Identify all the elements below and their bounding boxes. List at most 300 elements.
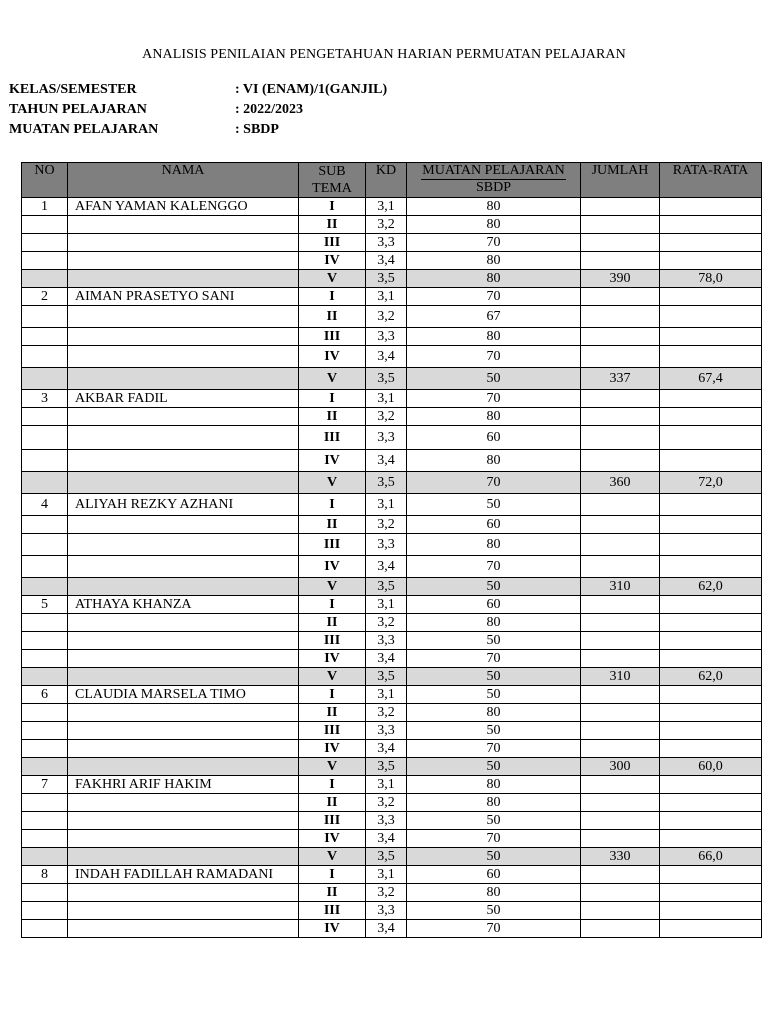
cell-rata: [660, 494, 762, 516]
cell-jumlah: [581, 346, 660, 368]
cell-jumlah: [581, 740, 660, 758]
cell-kd: 3,5: [366, 848, 407, 866]
cell-rata: [660, 234, 762, 252]
table-row-total: [22, 578, 762, 596]
cell-nama: FAKHRI ARIF HAKIM: [68, 776, 299, 794]
cell-jumlah: 300: [581, 758, 660, 776]
cell-no: [22, 472, 68, 494]
cell-sub-tema: IV: [299, 650, 366, 668]
cell-rata: [660, 306, 762, 328]
cell-rata: [660, 704, 762, 722]
cell-sub-tema: II: [299, 306, 366, 328]
cell-rata: 78,0: [660, 270, 762, 288]
cell-rata: [660, 650, 762, 668]
header-nama: NAMA: [68, 163, 299, 198]
cell-jumlah: [581, 408, 660, 426]
cell-no: [22, 252, 68, 270]
cell-nama: AIMAN PRASETYO SANI: [68, 288, 299, 306]
cell-no: [22, 920, 68, 938]
cell-sub-tema: III: [299, 902, 366, 920]
cell-sub-tema: IV: [299, 740, 366, 758]
cell-jumlah: [581, 216, 660, 234]
cell-nama: [68, 368, 299, 390]
cell-sub-tema: V: [299, 848, 366, 866]
cell-kd: 3,2: [366, 408, 407, 426]
cell-kd: 3,4: [366, 740, 407, 758]
cell-sub-tema: V: [299, 578, 366, 596]
cell-nama: [68, 740, 299, 758]
cell-kd: 3,4: [366, 556, 407, 578]
cell-rata: [660, 534, 762, 556]
cell-kd: 3,2: [366, 794, 407, 812]
cell-kd: 3,3: [366, 328, 407, 346]
cell-nilai: 50: [407, 494, 581, 516]
table-row: [22, 902, 762, 920]
cell-kd: 3,4: [366, 650, 407, 668]
cell-nilai: 70: [407, 346, 581, 368]
cell-nilai: 80: [407, 794, 581, 812]
cell-jumlah: [581, 884, 660, 902]
cell-no: 5: [22, 596, 68, 614]
cell-rata: [660, 516, 762, 534]
cell-jumlah: [581, 614, 660, 632]
cell-no: 2: [22, 288, 68, 306]
cell-jumlah: [581, 252, 660, 270]
cell-sub-tema: I: [299, 288, 366, 306]
cell-kd: 3,3: [366, 426, 407, 450]
cell-kd: 3,1: [366, 866, 407, 884]
cell-jumlah: [581, 288, 660, 306]
cell-nama: AKBAR FADIL: [68, 390, 299, 408]
cell-no: [22, 578, 68, 596]
cell-jumlah: [581, 494, 660, 516]
cell-kd: 3,1: [366, 776, 407, 794]
cell-kd: 3,5: [366, 368, 407, 390]
cell-nama: [68, 556, 299, 578]
cell-jumlah: [581, 328, 660, 346]
cell-jumlah: [581, 450, 660, 472]
cell-jumlah: [581, 556, 660, 578]
cell-sub-tema: III: [299, 534, 366, 556]
cell-sub-tema: I: [299, 596, 366, 614]
table-row: [22, 866, 762, 884]
cell-nilai: 70: [407, 740, 581, 758]
cell-nama: [68, 270, 299, 288]
cell-rata: [660, 216, 762, 234]
cell-kd: 3,3: [366, 722, 407, 740]
cell-no: [22, 450, 68, 472]
table-row: [22, 884, 762, 902]
table-row: [22, 704, 762, 722]
cell-sub-tema: IV: [299, 252, 366, 270]
table-row: [22, 722, 762, 740]
header-muatan-label: MUATAN PELAJARAN: [422, 163, 565, 178]
cell-jumlah: [581, 596, 660, 614]
cell-nama: AFAN YAMAN KALENGGO: [68, 198, 299, 216]
cell-nama: INDAH FADILLAH RAMADANI: [68, 866, 299, 884]
cell-no: [22, 632, 68, 650]
table-row: [22, 198, 762, 216]
cell-jumlah: [581, 198, 660, 216]
cell-no: [22, 740, 68, 758]
table-row: [22, 556, 762, 578]
cell-sub-tema: II: [299, 794, 366, 812]
cell-nama: [68, 812, 299, 830]
cell-jumlah: [581, 866, 660, 884]
cell-nama: [68, 216, 299, 234]
header-sub-tema: [299, 163, 366, 198]
cell-rata: [660, 614, 762, 632]
cell-nama: [68, 328, 299, 346]
cell-rata: 66,0: [660, 848, 762, 866]
cell-sub-tema: I: [299, 198, 366, 216]
cell-kd: 3,5: [366, 578, 407, 596]
cell-sub-tema: I: [299, 494, 366, 516]
cell-no: [22, 704, 68, 722]
cell-kd: 3,3: [366, 234, 407, 252]
cell-sub-tema: V: [299, 668, 366, 686]
header-rata: RATA-RATA: [660, 163, 762, 198]
table-row: [22, 776, 762, 794]
cell-nilai: 80: [407, 252, 581, 270]
cell-sub-tema: I: [299, 866, 366, 884]
table-row: [22, 534, 762, 556]
cell-sub-tema: III: [299, 632, 366, 650]
cell-nama: [68, 758, 299, 776]
cell-no: [22, 306, 68, 328]
cell-nama: [68, 632, 299, 650]
cell-jumlah: 330: [581, 848, 660, 866]
cell-kd: 3,1: [366, 596, 407, 614]
cell-rata: [660, 686, 762, 704]
cell-rata: [660, 884, 762, 902]
cell-rata: [660, 902, 762, 920]
cell-no: 6: [22, 686, 68, 704]
table-row-total: [22, 668, 762, 686]
cell-nilai: 80: [407, 704, 581, 722]
cell-nama: ATHAYA KHANZA: [68, 596, 299, 614]
cell-sub-tema: II: [299, 408, 366, 426]
cell-rata: [660, 346, 762, 368]
cell-nilai: 70: [407, 288, 581, 306]
cell-kd: 3,3: [366, 812, 407, 830]
cell-sub-tema: II: [299, 704, 366, 722]
cell-no: [22, 902, 68, 920]
cell-jumlah: [581, 776, 660, 794]
cell-rata: [660, 830, 762, 848]
cell-sub-tema: V: [299, 472, 366, 494]
cell-nama: [68, 426, 299, 450]
cell-nilai: 80: [407, 614, 581, 632]
cell-rata: [660, 866, 762, 884]
cell-rata: 62,0: [660, 578, 762, 596]
cell-jumlah: [581, 686, 660, 704]
cell-nama: [68, 408, 299, 426]
cell-sub-tema: III: [299, 812, 366, 830]
cell-nilai: 80: [407, 198, 581, 216]
cell-nilai: 80: [407, 776, 581, 794]
cell-sub-tema: V: [299, 368, 366, 390]
cell-nilai: 80: [407, 408, 581, 426]
cell-kd: 3,2: [366, 216, 407, 234]
cell-sub-tema: III: [299, 234, 366, 252]
cell-no: 3: [22, 390, 68, 408]
cell-kd: 3,4: [366, 830, 407, 848]
cell-sub-tema: II: [299, 516, 366, 534]
info-value: : VI (ENAM)/1(GANJIL): [235, 82, 388, 97]
cell-nilai: 80: [407, 450, 581, 472]
cell-jumlah: [581, 902, 660, 920]
cell-no: [22, 216, 68, 234]
cell-nama: [68, 614, 299, 632]
info-label: KELAS/SEMESTER: [9, 82, 137, 97]
cell-nama: [68, 450, 299, 472]
cell-rata: 62,0: [660, 668, 762, 686]
cell-rata: [660, 920, 762, 938]
table-row: [22, 794, 762, 812]
table-header-row: [22, 163, 762, 181]
table-row: [22, 216, 762, 234]
header-jumlah: JUMLAH: [581, 163, 660, 198]
cell-nama: [68, 668, 299, 686]
cell-sub-tema: II: [299, 614, 366, 632]
cell-nama: [68, 884, 299, 902]
table-row: [22, 306, 762, 328]
cell-nama: [68, 704, 299, 722]
cell-jumlah: 337: [581, 368, 660, 390]
info-row-muatan: [9, 120, 387, 140]
cell-no: [22, 794, 68, 812]
cell-no: [22, 426, 68, 450]
cell-jumlah: [581, 632, 660, 650]
cell-kd: 3,1: [366, 198, 407, 216]
table-row-total: [22, 270, 762, 288]
cell-nilai: 60: [407, 596, 581, 614]
cell-nilai: 80: [407, 884, 581, 902]
cell-nilai: 50: [407, 632, 581, 650]
table-row: [22, 252, 762, 270]
cell-kd: 3,4: [366, 346, 407, 368]
cell-nama: [68, 650, 299, 668]
cell-nama: [68, 306, 299, 328]
table-row-total: [22, 472, 762, 494]
cell-rata: [660, 776, 762, 794]
cell-no: [22, 830, 68, 848]
info-label: MUATAN PELAJARAN: [9, 122, 159, 137]
cell-nilai: 70: [407, 234, 581, 252]
cell-nilai: 50: [407, 848, 581, 866]
table-row: [22, 740, 762, 758]
table-row: [22, 390, 762, 408]
cell-rata: [660, 722, 762, 740]
cell-nama: [68, 472, 299, 494]
cell-no: 7: [22, 776, 68, 794]
cell-nilai: 50: [407, 368, 581, 390]
cell-nama: [68, 902, 299, 920]
cell-nama: [68, 252, 299, 270]
cell-no: 4: [22, 494, 68, 516]
cell-kd: 3,5: [366, 472, 407, 494]
info-row-kelas: [9, 80, 387, 100]
cell-jumlah: [581, 516, 660, 534]
cell-nama: [68, 578, 299, 596]
cell-no: [22, 668, 68, 686]
cell-jumlah: 390: [581, 270, 660, 288]
cell-kd: 3,4: [366, 252, 407, 270]
table-row: [22, 450, 762, 472]
cell-nilai: 80: [407, 270, 581, 288]
cell-nama: [68, 722, 299, 740]
cell-jumlah: [581, 794, 660, 812]
cell-kd: 3,1: [366, 390, 407, 408]
cell-no: [22, 328, 68, 346]
cell-no: [22, 408, 68, 426]
cell-jumlah: [581, 234, 660, 252]
cell-no: [22, 812, 68, 830]
table-row: [22, 516, 762, 534]
cell-jumlah: 310: [581, 668, 660, 686]
cell-kd: 3,2: [366, 516, 407, 534]
cell-kd: 3,1: [366, 494, 407, 516]
cell-nilai: 67: [407, 306, 581, 328]
cell-jumlah: [581, 722, 660, 740]
cell-sub-tema: III: [299, 722, 366, 740]
cell-kd: 3,1: [366, 288, 407, 306]
cell-nilai: 70: [407, 920, 581, 938]
table-row: [22, 426, 762, 450]
header-sbdp: SBDP: [407, 180, 581, 198]
cell-jumlah: 310: [581, 578, 660, 596]
cell-nama: CLAUDIA MARSELA TIMO: [68, 686, 299, 704]
cell-jumlah: 360: [581, 472, 660, 494]
cell-rata: [660, 390, 762, 408]
cell-jumlah: [581, 426, 660, 450]
cell-rata: [660, 328, 762, 346]
cell-no: [22, 534, 68, 556]
cell-no: [22, 270, 68, 288]
cell-jumlah: [581, 306, 660, 328]
cell-rata: [660, 556, 762, 578]
cell-nilai: 50: [407, 758, 581, 776]
cell-nilai: 70: [407, 472, 581, 494]
cell-nama: [68, 534, 299, 556]
table-body: [22, 198, 762, 938]
cell-kd: 3,3: [366, 534, 407, 556]
cell-sub-tema: II: [299, 884, 366, 902]
cell-rata: [660, 596, 762, 614]
cell-kd: 3,2: [366, 306, 407, 328]
cell-jumlah: [581, 390, 660, 408]
cell-no: [22, 556, 68, 578]
cell-nilai: 60: [407, 426, 581, 450]
cell-no: [22, 884, 68, 902]
cell-kd: 3,2: [366, 884, 407, 902]
table-row: [22, 812, 762, 830]
table-row: [22, 614, 762, 632]
cell-rata: [660, 632, 762, 650]
cell-kd: 3,2: [366, 704, 407, 722]
table-row: [22, 650, 762, 668]
cell-sub-tema: V: [299, 758, 366, 776]
cell-rata: 60,0: [660, 758, 762, 776]
cell-nama: [68, 234, 299, 252]
cell-nilai: 50: [407, 722, 581, 740]
cell-no: [22, 516, 68, 534]
cell-nama: [68, 794, 299, 812]
cell-nama: [68, 830, 299, 848]
cell-kd: 3,1: [366, 686, 407, 704]
cell-kd: 3,3: [366, 902, 407, 920]
cell-nilai: 50: [407, 668, 581, 686]
cell-no: [22, 650, 68, 668]
table-row-total: [22, 848, 762, 866]
cell-sub-tema: V: [299, 270, 366, 288]
cell-nilai: 70: [407, 830, 581, 848]
cell-nilai: 60: [407, 866, 581, 884]
table-row: [22, 346, 762, 368]
table-row: [22, 632, 762, 650]
cell-no: [22, 848, 68, 866]
cell-jumlah: [581, 812, 660, 830]
cell-jumlah: [581, 534, 660, 556]
cell-kd: 3,5: [366, 758, 407, 776]
cell-no: 8: [22, 866, 68, 884]
page-title: ANALISIS PENILAIAN PENGETAHUAN HARIAN PERMUATAN PELAJARAN: [142, 47, 626, 62]
cell-rata: [660, 740, 762, 758]
cell-no: [22, 346, 68, 368]
cell-rata: [660, 252, 762, 270]
cell-kd: 3,4: [366, 450, 407, 472]
table-row-total: [22, 758, 762, 776]
cell-rata: [660, 450, 762, 472]
info-label: TAHUN PELAJARAN: [9, 102, 147, 117]
cell-rata: [660, 794, 762, 812]
cell-nilai: 70: [407, 390, 581, 408]
cell-sub-tema: I: [299, 686, 366, 704]
table-row: [22, 408, 762, 426]
info-row-tahun: [9, 100, 387, 120]
cell-nilai: 70: [407, 556, 581, 578]
cell-nama: [68, 920, 299, 938]
table-row-total: [22, 368, 762, 390]
table-row: [22, 596, 762, 614]
cell-rata: [660, 198, 762, 216]
cell-sub-tema: I: [299, 390, 366, 408]
table-row: [22, 328, 762, 346]
cell-nama: [68, 848, 299, 866]
cell-kd: 3,4: [366, 920, 407, 938]
cell-nilai: 80: [407, 328, 581, 346]
header-muatan: [407, 163, 581, 181]
info-block: [9, 80, 387, 140]
cell-nama: [68, 516, 299, 534]
cell-nilai: 50: [407, 902, 581, 920]
header-no: NO: [22, 163, 68, 198]
header-kd: KD: [366, 163, 407, 198]
cell-nama: [68, 346, 299, 368]
cell-no: [22, 368, 68, 390]
table-row: [22, 234, 762, 252]
cell-sub-tema: I: [299, 776, 366, 794]
info-value: : SBDP: [235, 122, 279, 137]
cell-kd: 3,3: [366, 632, 407, 650]
cell-sub-tema: IV: [299, 556, 366, 578]
cell-nilai: 50: [407, 578, 581, 596]
cell-no: [22, 614, 68, 632]
cell-nama: ALIYAH REZKY AZHANI: [68, 494, 299, 516]
cell-jumlah: [581, 830, 660, 848]
cell-nilai: 80: [407, 216, 581, 234]
